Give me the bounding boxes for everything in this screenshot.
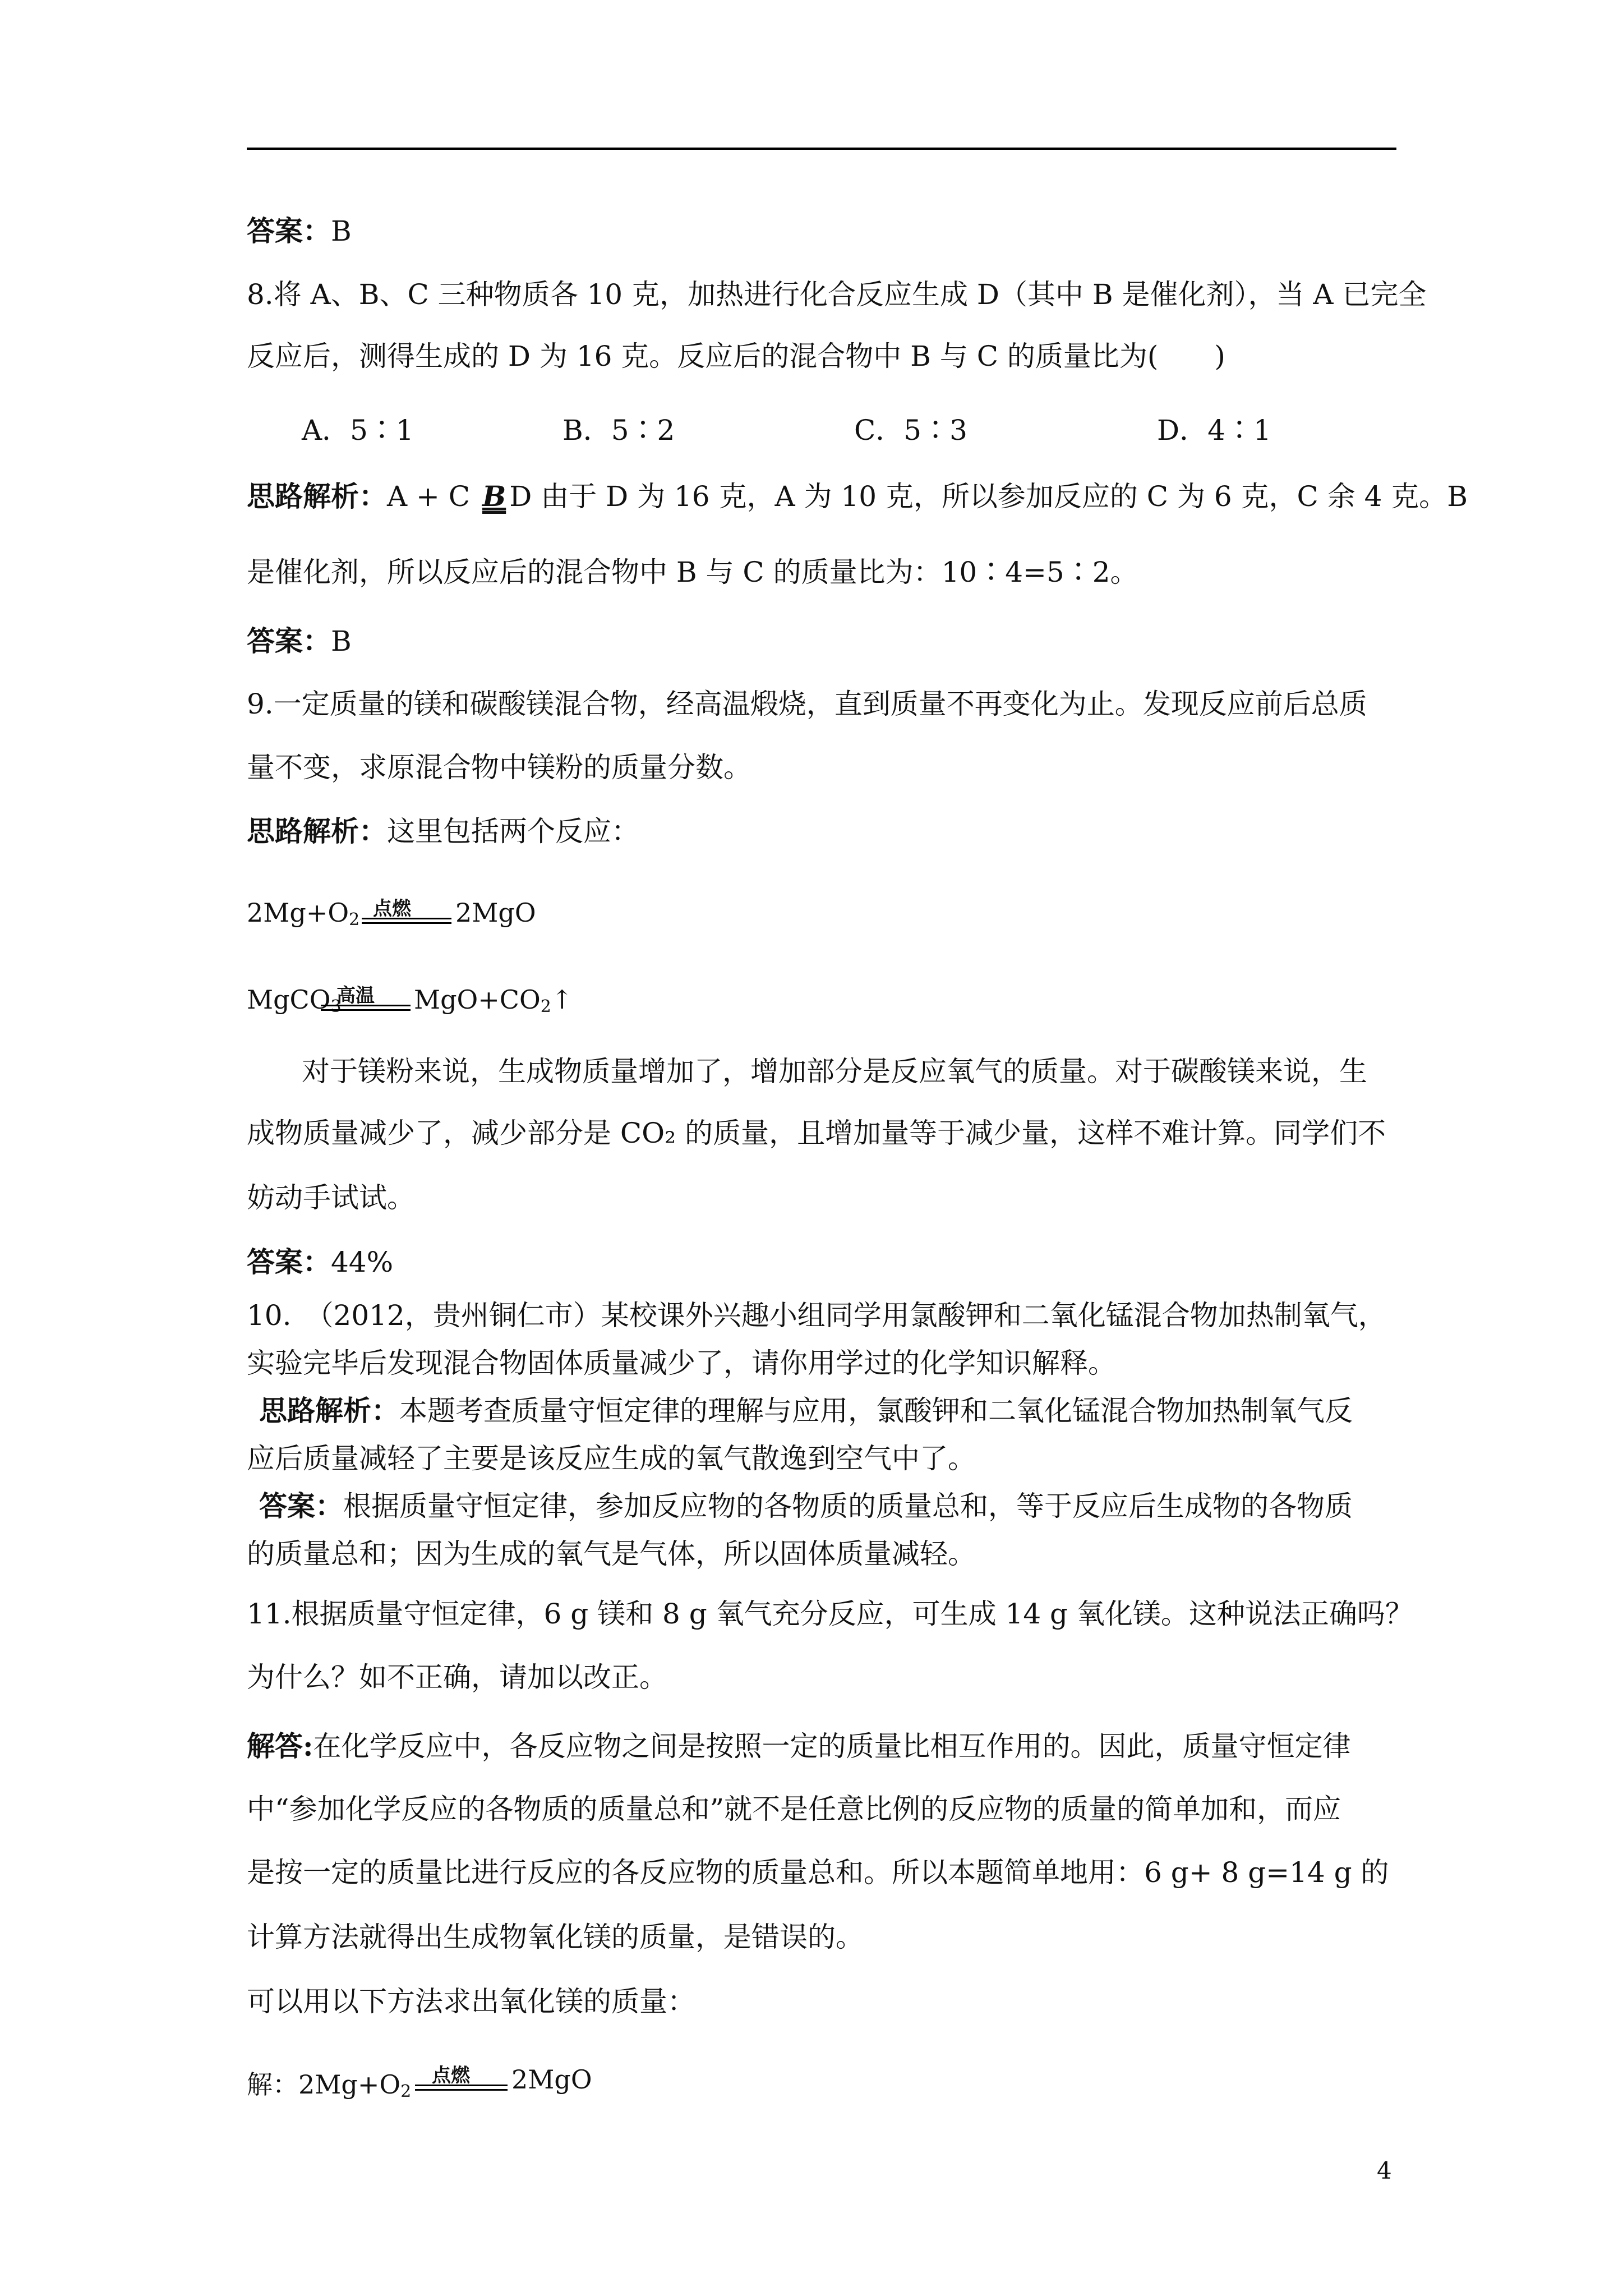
analysis-line-2: 应后质量减轻了主要是该反应生成的氧气散逸到空气中了。 (247, 1442, 976, 1475)
option-d: D．4∶1 (1157, 414, 1271, 447)
equation-solution: 解：$2Mg+O_2$ 点燃 2MgO (247, 2064, 639, 2109)
answer-line: 答案：根据质量守恒定律，参加反应物的各物质的质量总和，等于反应后生成物的各物质 (259, 1489, 1353, 1522)
solution-line-4: 计算方法就得出生成物氧化镁的质量，是错误的。 (247, 1921, 864, 1953)
option-c: C．5∶3 (854, 414, 967, 447)
answer-line: 答案：44% (247, 1245, 394, 1278)
header-rule (247, 148, 1396, 150)
options-row (302, 408, 1311, 447)
equation-mgco3-decomposition: MgCO$_3$ 高温 $MgO+CO_2↑$ (247, 984, 639, 1029)
solution-line-2: 中“参加化学反应的各物质的质量总和”就不是任意比例的反应物的质量的简单加和，而应 (247, 1793, 1341, 1825)
answer-line: 答案：B (247, 624, 352, 657)
analysis-line: 思路解析：A + C B D 由于 D 为 16 克，A 为 10 克，所以参加反应的 C 为 6 克，C 余 4 克。B (247, 480, 1468, 513)
analysis-para-line-2: 成物质量减少了，减少部分是 CO₂ 的质量，且增加量等于减少量，这样不难计算。同学们不 (247, 1117, 1386, 1149)
option-a: A．5∶1 (302, 414, 414, 447)
solution-line-5: 可以用以下方法求出氧化镁的质量： (247, 1985, 695, 2018)
answer-line: 答案：B (247, 214, 352, 247)
option-b: B．5∶2 (562, 414, 675, 447)
analysis-line: 思路解析：这里包括两个反应： (247, 815, 639, 848)
reaction-condition: 点燃 (432, 2064, 470, 2087)
solution-line-3: 是按一定的质量比进行反应的各反应物的质量总和。所以本题简单地用：6 g+ 8 g=14 g 的 (247, 1856, 1389, 1889)
question-10-line-2: 实验完毕后发现混合物固体质量减少了，请你用学过的化学知识解释。 (247, 1347, 1116, 1379)
analysis-line-2: 是催化剂，所以反应后的混合物中 B 与 C 的质量比为：10∶4=5∶2。 (247, 556, 1138, 588)
question-9-line-2: 量不变，求原混合物中镁粉的质量分数。 (247, 751, 751, 784)
question-9-line-1: 9.一定质量的镁和碳酸镁混合物，经高温煅烧，直到质量不再变化为止。发现反应前后总质 (247, 688, 1367, 720)
question-8-line-2: 反应后，测得生成的 D 为 16 克。反应后的混合物中 B 与 C 的质量比为( ) (247, 340, 1225, 372)
question-10-line-1: 10. （2012，贵州铜仁市）某校课外兴趣小组同学用氯酸钾和二氧化锰混合物加热制氧气， (247, 1299, 1386, 1332)
analysis-para-line-3: 妨动手试试。 (247, 1181, 415, 1214)
question-8-line-1: 8.将 A、B、C 三种物质各 10 克，加热进行化合反应生成 D（其中 B 是催化剂），当 A 已完全 (247, 278, 1427, 311)
analysis-para-line-1: 对于镁粉来说，生成物质量增加了，增加部分是反应氧气的质量。对于碳酸镁来说，生 (302, 1055, 1367, 1088)
gas-arrow-icon: ↑ (551, 984, 573, 1015)
answer-line-2: 的质量总和；因为生成的氧气是气体，所以固体质量减轻。 (247, 1538, 976, 1570)
reaction-condition: 点燃 (373, 898, 411, 920)
page-number: 4 (1377, 2157, 1392, 2184)
solution-line: 解答:在化学反应中，各反应物之间是按照一定的质量比相互作用的。因此，质量守恒定律 (247, 1729, 1351, 1763)
question-11-line-2: 为什么？如不正确，请加以改正。 (247, 1661, 667, 1694)
question-11-line-1: 11.根据质量守恒定律，6 g 镁和 8 g 氧气充分反应，可生成 14 g 氧化镁。这种说法正确吗？ (247, 1598, 1413, 1630)
equation-mg-combustion: $2Mg+O_2$ 点燃 2MgO (247, 898, 583, 942)
catalyst-mark: B (482, 480, 506, 513)
reaction-condition: 高温 (336, 984, 375, 1007)
analysis-line: 思路解析：本题考查质量守恒定律的理解与应用，氯酸钾和二氧化锰混合物加热制氧气反 (259, 1394, 1353, 1427)
